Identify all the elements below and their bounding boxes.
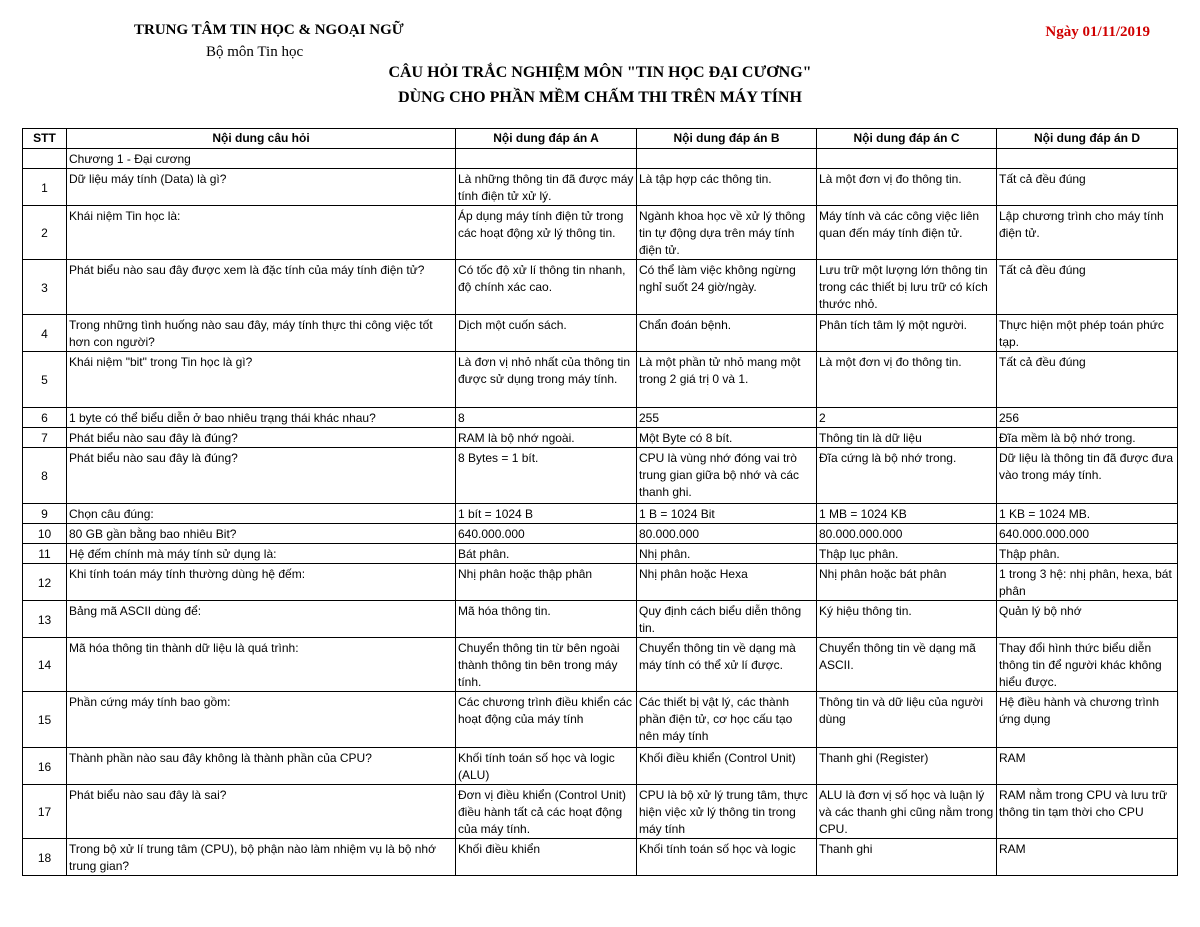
- answer-a: Các chương trình điều khiển các hoạt động của máy tính: [456, 692, 637, 748]
- question-number: 11: [23, 544, 67, 564]
- answer-d: RAM: [997, 839, 1178, 876]
- answer-b: 255: [637, 408, 817, 428]
- question-text: Trong những tình huống nào sau đây, máy tính thực thi công việc tốt hơn con người?: [67, 315, 456, 352]
- answer-b: Là tập hợp các thông tin.: [637, 169, 817, 206]
- table-row: [23, 638, 1178, 692]
- answer-a: 8: [456, 408, 637, 428]
- answer-c: Thanh ghi: [817, 839, 997, 876]
- table-row: [23, 564, 1178, 601]
- answer-c: Thanh ghi (Register): [817, 748, 997, 785]
- table-row: [23, 260, 1178, 315]
- answer-a: 1 bít = 1024 B: [456, 504, 637, 524]
- question-number: 3: [23, 260, 67, 315]
- answer-a: Áp dụng máy tính điện tử trong các hoạt động xử lý thông tin.: [456, 206, 637, 260]
- answer-a: Khối điều khiển: [456, 839, 637, 876]
- question-number: 15: [23, 692, 67, 748]
- answer-c: Máy tính và các công việc liên quan đến máy tính điện tử.: [817, 206, 997, 260]
- answer-b: Chuyển thông tin về dạng mà máy tính có thể xử lí được.: [637, 638, 817, 692]
- answer-d: 1 trong 3 hệ: nhị phân, hexa, bát phân: [997, 564, 1178, 601]
- answer-b: Khối tính toán số học và logic: [637, 839, 817, 876]
- table-header-row: [23, 129, 1178, 149]
- answer-d: Tất cả đều đúng: [997, 169, 1178, 206]
- table-row: [23, 748, 1178, 785]
- question-text: Thành phần nào sau đây không là thành phần của CPU?: [67, 748, 456, 785]
- question-number: 9: [23, 504, 67, 524]
- question-text: Trong bộ xử lí trung tâm (CPU), bộ phận nào làm nhiệm vụ là bộ nhớ trung gian?: [67, 839, 456, 876]
- question-number: 1: [23, 169, 67, 206]
- table-row: [23, 504, 1178, 524]
- answer-d: Thay đổi hình thức biểu diễn thông tin để người khác không hiểu được.: [997, 638, 1178, 692]
- table-row: [23, 206, 1178, 260]
- answer-a: 8 Bytes = 1 bít.: [456, 448, 637, 504]
- answer-b: Các thiết bị vật lý, các thành phần điện tử, cơ học cấu tạo nên máy tính: [637, 692, 817, 748]
- answer-a: Khối tính toán số học và logic (ALU): [456, 748, 637, 785]
- header-answer-b: Nội dung đáp án B: [637, 129, 817, 149]
- answer-b: CPU là vùng nhớ đóng vai trò trung gian giữa bộ nhớ và các thanh ghi.: [637, 448, 817, 504]
- answer-d: Quản lý bộ nhớ: [997, 601, 1178, 638]
- answer-b: Nhị phân.: [637, 544, 817, 564]
- answer-b: Nhị phân hoặc Hexa: [637, 564, 817, 601]
- answer-a: Dịch một cuốn sách.: [456, 315, 637, 352]
- table-row: [23, 315, 1178, 352]
- table-row: [23, 692, 1178, 748]
- header-answer-d: Nội dung đáp án D: [997, 129, 1178, 149]
- answer-c: Thông tin và dữ liệu của người dùng: [817, 692, 997, 748]
- question-number: 6: [23, 408, 67, 428]
- chapter-title: Chương 1 - Đại cương: [67, 149, 456, 169]
- answer-a: RAM là bộ nhớ ngoài.: [456, 428, 637, 448]
- question-number: 13: [23, 601, 67, 638]
- answer-c: 1 MB = 1024 KB: [817, 504, 997, 524]
- table-row: [23, 524, 1178, 544]
- answer-c: Là một đơn vị đo thông tin.: [817, 169, 997, 206]
- answer-b: 80.000.000: [637, 524, 817, 544]
- answer-d: Dữ liệu là thông tin đã được đưa vào trong máy tính.: [997, 448, 1178, 504]
- document-title: CÂU HỎI TRẮC NGHIỆM MÔN "TIN HỌC ĐẠI CƯƠNG": [388, 64, 812, 81]
- chapter-empty-cell: [997, 149, 1178, 169]
- answer-c: Đĩa cứng là bộ nhớ trong.: [817, 448, 997, 504]
- question-text: Chọn câu đúng:: [67, 504, 456, 524]
- question-number: 14: [23, 638, 67, 692]
- chapter-stt-cell: [23, 149, 67, 169]
- question-text: Khái niệm Tin học là:: [67, 206, 456, 260]
- header-question: Nội dung câu hỏi: [67, 129, 456, 149]
- header-answer-a: Nội dung đáp án A: [456, 129, 637, 149]
- answer-b: Chẩn đoán bệnh.: [637, 315, 817, 352]
- chapter-empty-cell: [637, 149, 817, 169]
- document-subtitle: DÙNG CHO PHẦN MỀM CHẤM THI TRÊN MÁY TÍNH: [398, 89, 802, 106]
- answer-d: Hệ điều hành và chương trình ứng dụng: [997, 692, 1178, 748]
- answer-b: Ngành khoa học về xử lý thông tin tự động dựa trên máy tính điện tử.: [637, 206, 817, 260]
- answer-a: 640.000.000: [456, 524, 637, 544]
- question-text: Phát biểu nào sau đây là sai?: [67, 785, 456, 839]
- table-row: [23, 785, 1178, 839]
- answer-d: Tất cả đều đúng: [997, 352, 1178, 408]
- question-number: 7: [23, 428, 67, 448]
- table-row: [23, 448, 1178, 504]
- question-text: Khi tính toán máy tính thường dùng hệ đếm:: [67, 564, 456, 601]
- answer-c: Chuyển thông tin về dạng mã ASCII.: [817, 638, 997, 692]
- question-text: Phát biểu nào sau đây là đúng?: [67, 448, 456, 504]
- question-text: 80 GB gần bằng bao nhiêu Bit?: [67, 524, 456, 544]
- question-number: 12: [23, 564, 67, 601]
- answer-d: Đĩa mềm là bộ nhớ trong.: [997, 428, 1178, 448]
- answer-d: Thực hiện một phép toán phức tạp.: [997, 315, 1178, 352]
- answer-b: 1 B = 1024 Bit: [637, 504, 817, 524]
- answer-a: Chuyển thông tin từ bên ngoài thành thông tin bên trong máy tính.: [456, 638, 637, 692]
- answer-b: Có thể làm việc không ngừng nghỉ suốt 24 giờ/ngày.: [637, 260, 817, 315]
- answer-a: Là đơn vị nhỏ nhất của thông tin được sử dụng trong máy tính.: [456, 352, 637, 408]
- answer-b: Là một phần tử nhỏ mang một trong 2 giá trị 0 và 1.: [637, 352, 817, 408]
- answer-c: Thông tin là dữ liệu: [817, 428, 997, 448]
- answer-a: Nhị phân hoặc thập phân: [456, 564, 637, 601]
- question-number: 18: [23, 839, 67, 876]
- org-name: TRUNG TÂM TIN HỌC & NGOẠI NGỮ: [134, 22, 404, 38]
- chapter-row: [23, 149, 1178, 169]
- chapter-empty-cell: [817, 149, 997, 169]
- table-row: [23, 352, 1178, 408]
- answer-d: 256: [997, 408, 1178, 428]
- header-stt: STT: [23, 129, 67, 149]
- answer-b: Quy định cách biểu diễn thông tin.: [637, 601, 817, 638]
- question-number: 10: [23, 524, 67, 544]
- answer-a: Bát phân.: [456, 544, 637, 564]
- table-row: [23, 169, 1178, 206]
- question-text: Phần cứng máy tính bao gồm:: [67, 692, 456, 748]
- question-text: Mã hóa thông tin thành dữ liệu là quá trình:: [67, 638, 456, 692]
- answer-d: 1 KB = 1024 MB.: [997, 504, 1178, 524]
- question-text: Hệ đếm chính mà máy tính sử dụng là:: [67, 544, 456, 564]
- document-date: Ngày 01/11/2019: [1045, 24, 1150, 40]
- question-text: Phát biểu nào sau đây được xem là đặc tính của máy tính điện tử?: [67, 260, 456, 315]
- department-name: Bộ môn Tin học: [206, 44, 304, 60]
- question-number: 4: [23, 315, 67, 352]
- table-row: [23, 408, 1178, 428]
- question-number: 5: [23, 352, 67, 408]
- answer-a: Là những thông tin đã được máy tính điện tử xử lý.: [456, 169, 637, 206]
- question-text: 1 byte có thể biểu diễn ở bao nhiêu trạng thái khác nhau?: [67, 408, 456, 428]
- answer-c: 2: [817, 408, 997, 428]
- answer-c: Nhị phân hoặc bát phân: [817, 564, 997, 601]
- question-text: Phát biểu nào sau đây là đúng?: [67, 428, 456, 448]
- answer-d: Lập chương trình cho máy tính điện tử.: [997, 206, 1178, 260]
- answer-d: RAM: [997, 748, 1178, 785]
- answer-d: RAM nằm trong CPU và lưu trữ thông tin tạm thời cho CPU: [997, 785, 1178, 839]
- table-row: [23, 544, 1178, 564]
- answer-c: Phân tích tâm lý một người.: [817, 315, 997, 352]
- answer-c: Ký hiệu thông tin.: [817, 601, 997, 638]
- answer-d: Tất cả đều đúng: [997, 260, 1178, 315]
- question-number: 16: [23, 748, 67, 785]
- question-text: Dữ liệu máy tính (Data) là gì?: [67, 169, 456, 206]
- question-text: Khái niệm "bit" trong Tin học là gì?: [67, 352, 456, 408]
- answer-b: Khối điều khiển (Control Unit): [637, 748, 817, 785]
- answer-a: Đơn vị điều khiển (Control Unit) điều hành tất cả các hoạt động của máy tính.: [456, 785, 637, 839]
- answer-b: Một Byte có 8 bít.: [637, 428, 817, 448]
- chapter-empty-cell: [456, 149, 637, 169]
- question-number: 8: [23, 448, 67, 504]
- answer-c: Lưu trữ một lượng lớn thông tin trong các thiết bị lưu trữ có kích thước nhỏ.: [817, 260, 997, 315]
- answer-c: ALU là đơn vị số học và luận lý và các thanh ghi cũng nằm trong CPU.: [817, 785, 997, 839]
- question-table: [22, 128, 1178, 876]
- question-number: 17: [23, 785, 67, 839]
- answer-d: 640.000.000.000: [997, 524, 1178, 544]
- answer-c: 80.000.000.000: [817, 524, 997, 544]
- table-row: [23, 839, 1178, 876]
- answer-c: Thập lục phân.: [817, 544, 997, 564]
- answer-d: Thập phân.: [997, 544, 1178, 564]
- question-number: 2: [23, 206, 67, 260]
- answer-c: Là một đơn vị đo thông tin.: [817, 352, 997, 408]
- table-row: [23, 601, 1178, 638]
- question-text: Bảng mã ASCII dùng để:: [67, 601, 456, 638]
- answer-a: Mã hóa thông tin.: [456, 601, 637, 638]
- answer-b: CPU là bộ xử lý trung tâm, thực hiện việc xử lý thông tin trong máy tính: [637, 785, 817, 839]
- header-answer-c: Nội dung đáp án C: [817, 129, 997, 149]
- table-row: [23, 428, 1178, 448]
- answer-a: Có tốc độ xử lí thông tin nhanh, độ chính xác cao.: [456, 260, 637, 315]
